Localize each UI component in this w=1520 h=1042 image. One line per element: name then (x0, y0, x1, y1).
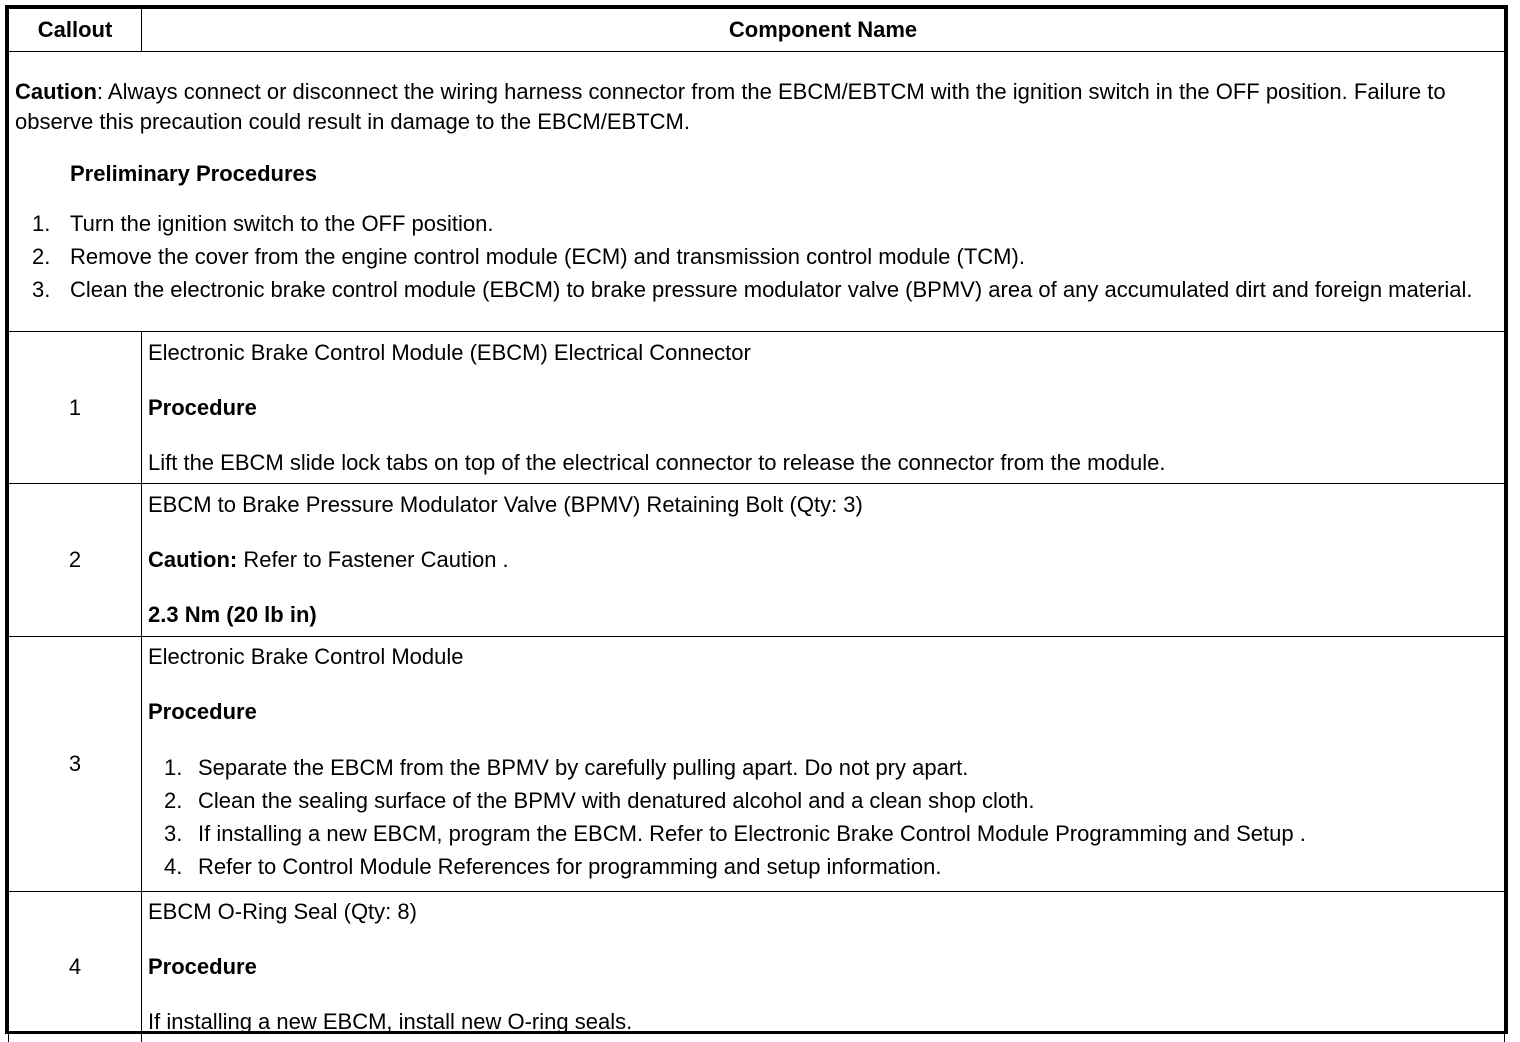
preliminary-steps (15, 209, 1498, 305)
procedure-steps (148, 753, 1498, 882)
caution-paragraph (15, 77, 1498, 137)
procedure-text: Lift the EBCM slide lock tabs on top of the electrical connector to release the connector from the module. (148, 449, 1166, 475)
step-number: 3. (164, 821, 183, 846)
step-text: Clean the sealing surface of the BPMV with denatured alcohol and a clean shop cloth. (198, 788, 1035, 813)
caution-text: : Always connect or disconnect the wiring harness connector from the EBCM/EBTCM with the ignition switch in the OFF position. Failure to observe this precaution could result in damage to the EBCM/EBTCM. (15, 79, 1446, 134)
caution-cell (9, 52, 1505, 332)
caution-label: Caution (15, 79, 97, 104)
callout-number: 2 (9, 484, 142, 637)
step-number: 3. (32, 277, 51, 302)
procedure-table-frame (5, 5, 1508, 1034)
caution-text: Refer to Fastener Caution . (237, 547, 509, 572)
list-item (148, 819, 1498, 849)
step-number: 4. (164, 854, 183, 879)
component-name: EBCM O-Ring Seal (Qty: 8) (148, 899, 417, 924)
component-cell (142, 637, 1505, 892)
step-number: 2. (164, 788, 183, 813)
component-name: Electronic Brake Control Module (EBCM) Electrical Connector (148, 339, 751, 365)
component-cell (142, 332, 1505, 484)
callout-number: 4 (9, 892, 142, 1042)
step-number: 2. (32, 244, 51, 269)
step-text: Turn the ignition switch to the OFF position. (70, 211, 494, 236)
callout-number: 3 (9, 637, 142, 892)
step-number: 1. (164, 755, 183, 780)
preliminary-heading: Preliminary Procedures (70, 161, 318, 186)
procedure-label: Procedure (148, 394, 257, 420)
step-text: Remove the cover from the engine control module (ECM) and transmission control module (TCM). (70, 244, 1025, 269)
caution-label: Caution: (148, 547, 238, 572)
list-item (148, 786, 1498, 816)
table-row (9, 484, 1505, 637)
table-row (9, 892, 1505, 1042)
step-text: Refer to Control Module References for programming and setup information. (198, 854, 942, 879)
list-item (15, 275, 1498, 305)
list-item (148, 753, 1498, 783)
procedure-table (8, 8, 1505, 1042)
header-row (9, 9, 1505, 52)
procedure-text: If installing a new EBCM, install new O-ring seals. (148, 1009, 633, 1034)
component-name: Electronic Brake Control Module (148, 644, 464, 669)
step-text: Clean the electronic brake control module (EBCM) to brake pressure modulator valve (BPMV) area of any accumulated dirt and foreign material. (70, 277, 1473, 302)
list-item (148, 852, 1498, 882)
procedure-label: Procedure (148, 954, 257, 979)
component-cell (142, 892, 1505, 1042)
list-item (15, 209, 1498, 239)
step-text: If installing a new EBCM, program the EBCM. Refer to Electronic Brake Control Module Programming and Setup . (198, 821, 1306, 846)
list-item (15, 242, 1498, 272)
fastener-caution (148, 546, 1498, 574)
step-number: 1. (32, 211, 51, 236)
header-callout: Callout (9, 9, 142, 52)
callout-number: 1 (9, 332, 142, 484)
table-row (9, 637, 1505, 892)
caution-row (9, 52, 1505, 332)
component-name: EBCM to Brake Pressure Modulator Valve (BPMV) Retaining Bolt (Qty: 3) (148, 492, 863, 517)
step-text: Separate the EBCM from the BPMV by carefully pulling apart. Do not pry apart. (198, 755, 969, 780)
table-row (9, 332, 1505, 484)
header-component-name: Component Name (142, 9, 1505, 52)
procedure-label: Procedure (148, 699, 257, 724)
component-cell (142, 484, 1505, 637)
torque-spec: 2.3 Nm (20 lb in) (148, 602, 317, 627)
